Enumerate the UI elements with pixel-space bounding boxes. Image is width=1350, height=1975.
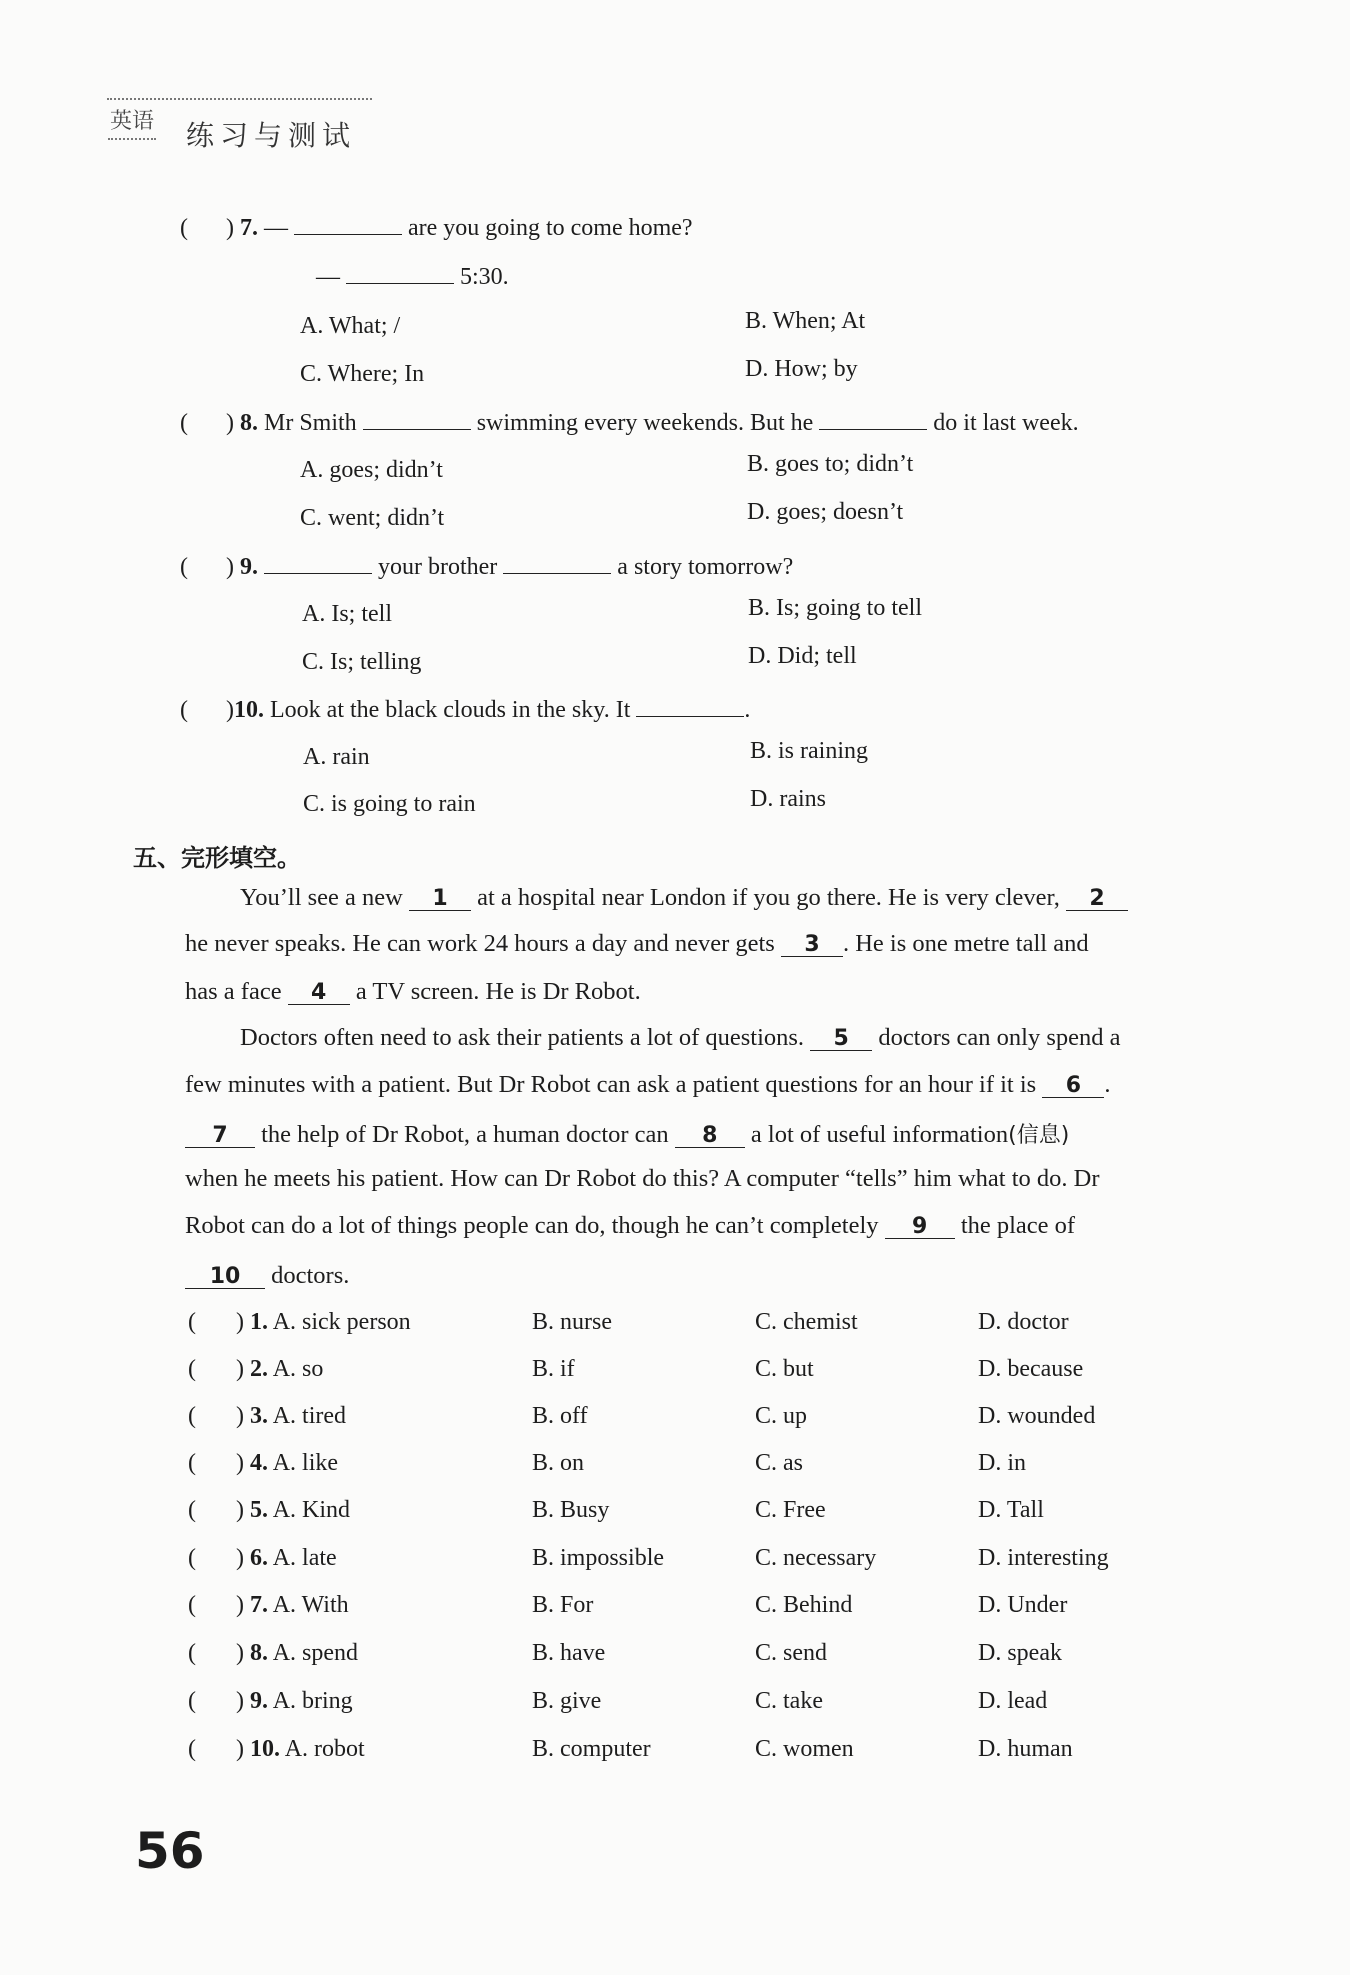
cloze-blank[interactable]: 2	[1066, 888, 1128, 911]
question-7-answer-line: — 5:30.	[316, 264, 509, 290]
cloze-row-option-a: ( ) 6. A. late	[188, 1545, 337, 1571]
option: A. Is; tell	[302, 601, 392, 627]
cloze-row-option-a: ( ) 3. A. tired	[188, 1403, 346, 1429]
question-number: 9.	[240, 554, 258, 580]
page-number: 56	[135, 1822, 205, 1880]
cloze-question-number: 2.	[250, 1356, 268, 1382]
cloze-option-b: B. give	[532, 1688, 602, 1714]
cloze-blank[interactable]: 1	[409, 888, 471, 911]
passage-line: he never speaks. He can work 24 hours a day and never gets 3 . He is one metre tall and	[185, 930, 1089, 957]
question-number: 10.	[234, 697, 264, 723]
answer-blank[interactable]	[346, 263, 454, 284]
option: B. goes to; didn’t	[747, 451, 914, 477]
option: B. Is; going to tell	[748, 595, 922, 621]
cloze-option-c: C. up	[755, 1403, 808, 1429]
cloze-option-d: D. wounded	[978, 1403, 1096, 1429]
option: A. rain	[303, 744, 370, 770]
cloze-option-c: C. take	[755, 1688, 823, 1714]
cloze-option-c: C. necessary	[755, 1545, 877, 1571]
cloze-blank[interactable]: 8	[675, 1125, 745, 1148]
answer-blank[interactable]	[294, 214, 402, 235]
question-number: 8.	[240, 410, 258, 436]
cloze-option-b: B. on	[532, 1450, 585, 1476]
cloze-option-d: D. speak	[978, 1640, 1062, 1666]
cloze-row-option-a: ( ) 8. A. spend	[188, 1640, 359, 1666]
passage-line: few minutes with a patient. But Dr Robot can ask a patient questions for an hour if it is 6 .	[185, 1071, 1111, 1098]
section-title: 五、完形填空。	[133, 844, 301, 872]
cloze-option-c: C. Free	[755, 1497, 826, 1523]
cloze-row-option-a: ( ) 7. A. With	[188, 1592, 349, 1618]
cloze-blank[interactable]: 6	[1042, 1075, 1104, 1098]
answer-blank[interactable]	[819, 409, 927, 430]
cloze-question-number: 1.	[250, 1309, 268, 1335]
cloze-blank[interactable]: 4	[288, 982, 350, 1005]
cloze-option-d: D. doctor	[978, 1309, 1069, 1335]
cloze-row-option-a: ( ) 9. A. bring	[188, 1688, 353, 1714]
cloze-question-number: 7.	[250, 1592, 268, 1618]
cloze-option-c: C. send	[755, 1640, 827, 1666]
cloze-option-b: B. off	[532, 1403, 588, 1429]
option: B. When; At	[745, 308, 866, 334]
question-9: ( ) 9. your brother a story tomorrow?	[180, 554, 794, 580]
cloze-question-number: 8.	[250, 1640, 268, 1666]
cloze-option-b: B. For	[532, 1592, 594, 1618]
cloze-row-option-a: ( ) 2. A. so	[188, 1356, 324, 1382]
passage-line: Robot can do a lot of things people can do, though he can’t completely 9 the place of	[185, 1212, 1076, 1239]
passage-line: has a face 4 a TV screen. He is Dr Robot.	[185, 978, 641, 1005]
option: D. How; by	[745, 356, 858, 382]
header-rule	[107, 98, 372, 100]
question-8: ( ) 8. Mr Smith swimming every weekends. But he do it last week.	[180, 410, 1079, 436]
option: D. Did; tell	[748, 643, 857, 669]
answer-blank[interactable]	[363, 409, 471, 430]
subject-tag: 英语	[108, 104, 156, 140]
cloze-blank[interactable]: 9	[885, 1216, 955, 1239]
passage-line: Doctors often need to ask their patients a lot of questions. 5 doctors can only spend a	[240, 1024, 1121, 1051]
cloze-question-number: 3.	[250, 1403, 268, 1429]
cloze-option-b: B. nurse	[532, 1309, 612, 1335]
passage-line: You’ll see a new 1 at a hospital near London if you go there. He is very clever, 2	[240, 884, 1128, 912]
cloze-option-d: D. lead	[978, 1688, 1048, 1714]
cloze-option-b: B. computer	[532, 1736, 651, 1762]
cloze-question-number: 5.	[250, 1497, 268, 1523]
cloze-option-d: D. Under	[978, 1592, 1068, 1618]
cloze-row-option-a: ( ) 10. A. robot	[188, 1736, 365, 1762]
option: D. goes; doesn’t	[747, 499, 904, 525]
answer-blank[interactable]	[264, 553, 372, 574]
cloze-blank[interactable]: 10	[185, 1266, 265, 1289]
cloze-option-b: B. have	[532, 1640, 606, 1666]
option: C. Where; In	[300, 361, 425, 387]
cloze-option-d: D. Tall	[978, 1497, 1044, 1523]
cloze-row-option-a: ( ) 1. A. sick person	[188, 1309, 411, 1335]
cloze-question-number: 10.	[250, 1736, 280, 1762]
option: D. rains	[750, 786, 826, 812]
passage-line: when he meets his patient. How can Dr Robot do this? A computer “tells” him what to do. Dr	[185, 1165, 1100, 1192]
cloze-option-b: B. if	[532, 1356, 575, 1382]
cloze-option-d: D. human	[978, 1736, 1073, 1762]
option: C. Is; telling	[302, 649, 422, 675]
cloze-question-number: 6.	[250, 1545, 268, 1571]
cloze-option-d: D. interesting	[978, 1545, 1109, 1571]
option: C. went; didn’t	[300, 505, 445, 531]
question-10: ( )10. Look at the black clouds in the sky. It .	[180, 697, 751, 723]
cloze-option-c: C. women	[755, 1736, 854, 1762]
cloze-row-option-a: ( ) 5. A. Kind	[188, 1497, 351, 1523]
cloze-question-number: 4.	[250, 1450, 268, 1476]
cloze-question-number: 9.	[250, 1688, 268, 1714]
option: B. is raining	[750, 738, 868, 764]
passage-line: 10 doctors.	[185, 1262, 349, 1290]
question-number: 7.	[240, 215, 258, 241]
cloze-blank[interactable]: 3	[781, 934, 843, 957]
book-title: 练习与测试	[186, 119, 357, 152]
cloze-option-d: D. because	[978, 1356, 1084, 1382]
question-7: ( ) 7. — are you going to come home?	[180, 215, 693, 241]
cloze-blank[interactable]: 7	[185, 1125, 255, 1148]
cloze-option-d: D. in	[978, 1450, 1026, 1476]
cloze-option-b: B. Busy	[532, 1497, 610, 1523]
answer-blank[interactable]	[636, 696, 744, 717]
option: A. What; /	[300, 313, 401, 339]
cloze-option-c: C. but	[755, 1356, 814, 1382]
cloze-row-option-a: ( ) 4. A. like	[188, 1450, 339, 1476]
answer-blank[interactable]	[503, 553, 611, 574]
cloze-blank[interactable]: 5	[810, 1028, 872, 1051]
cloze-option-b: B. impossible	[532, 1545, 665, 1571]
passage-line: 7 the help of Dr Robot, a human doctor can 8 a lot of useful information(信息)	[185, 1118, 1069, 1149]
option: C. is going to rain	[303, 791, 476, 817]
option: A. goes; didn’t	[300, 457, 443, 483]
cloze-option-c: C. chemist	[755, 1309, 858, 1335]
cloze-option-c: C. as	[755, 1450, 803, 1476]
cloze-option-c: C. Behind	[755, 1592, 853, 1618]
